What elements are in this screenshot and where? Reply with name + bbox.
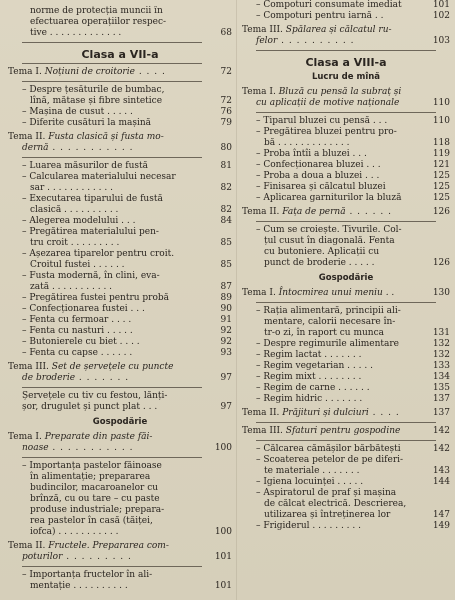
toc-item-continuation (8, 260, 232, 271)
toc-item-text: Șervețele cu tiv cu festou, lănți- (22, 391, 168, 401)
page-number: 131 (432, 328, 450, 338)
toc-item-text: – Mașina de cusut . . . . . (22, 107, 133, 117)
theme-title: Set de șervețele cu puncte (51, 362, 174, 372)
theme-title: noase (22, 443, 49, 453)
page-number: 149 (432, 521, 450, 531)
toc-theme-entry (242, 207, 450, 218)
toc-item-continuation (242, 247, 450, 258)
toc-item (242, 160, 450, 171)
rule-divider (256, 302, 436, 303)
page-number: 103 (432, 36, 450, 46)
page-number: 133 (432, 361, 450, 371)
toc-item-continuation (8, 505, 232, 516)
toc-theme-entry (8, 373, 232, 384)
theme-title: Bluză cu pensă la subraț și (278, 87, 402, 97)
toc-item-text: – Diferite cusături la mașină (22, 118, 152, 128)
page-number: 135 (432, 383, 450, 393)
toc-theme-entry (8, 362, 232, 373)
toc-item-text: – Fenta cu capse . . . . . . (22, 348, 133, 358)
page-number: 110 (432, 116, 450, 126)
page-number: 93 (220, 348, 232, 358)
toc-item (8, 293, 232, 304)
toc-item (8, 315, 232, 326)
toc-item-text: sar . . . . . . . . . . . . (30, 183, 113, 193)
page-number: 126 (432, 207, 450, 217)
theme-title: Sfaturi pentru gospodine (285, 426, 401, 436)
page-number: 121 (432, 160, 450, 170)
toc-item-text: – Tiparul bluzei cu pensă . . . (256, 116, 388, 126)
page-number: 85 (220, 238, 232, 248)
page-number: 143 (432, 466, 450, 476)
class-heading: Clasa a VIII-a (305, 56, 387, 69)
toc-item-text: – Regim hidric . . . . . . . (256, 394, 363, 404)
toc-item-text: – Fenta cu nasturi . . . . . (22, 326, 133, 336)
page-number: 102 (432, 11, 450, 21)
toc-theme-entry (242, 98, 450, 109)
toc-item (242, 149, 450, 160)
leader-dots: . . . . . . . . . . (277, 36, 355, 46)
toc-theme-entry (8, 143, 232, 154)
toc-item-text: – Aplicarea garniturilor la bluză (256, 193, 402, 203)
page-number: 125 (432, 171, 450, 181)
toc-item-text: în alimentație; prepararea (30, 472, 151, 482)
toc-item-text: bă . . . . . . . . . . . . . (264, 138, 350, 148)
theme-title: poturilor (22, 552, 63, 562)
toc-item-text: produse industriale; prepara- (30, 505, 165, 515)
toc-item (242, 0, 450, 11)
theme-label: Tema II. (8, 541, 46, 551)
rule-divider (256, 440, 436, 441)
toc-item (242, 306, 450, 317)
toc-item (8, 227, 232, 238)
page-number: 92 (220, 337, 232, 347)
toc-item-text: șor, drugulet și punct plat . . . (22, 402, 158, 412)
section-heading: Lucru de mînă (311, 72, 381, 82)
toc-item-text: efectuarea operațiilor respec- (30, 17, 167, 27)
toc-item-text: iofca) . . . . . . . . . . . (30, 527, 119, 537)
toc-item (242, 11, 450, 22)
theme-title: Noțiuni de croitorie (44, 67, 135, 77)
toc-item-text: – Alegerea modelului . . . (22, 216, 136, 226)
leader-dots: . . . . . . . . . (62, 552, 132, 562)
rule-divider (22, 42, 202, 43)
toc-item-continuation (242, 258, 450, 269)
toc-item-text: – Butonierele cu biet . . . . (22, 337, 140, 347)
toc-item-continuation (242, 499, 450, 510)
theme-title: Prăjituri și dulciuri (282, 408, 369, 418)
toc-item-text: – Frigiderul . . . . . . . . . (256, 521, 361, 531)
toc-item (8, 249, 232, 260)
toc-item (8, 304, 232, 315)
toc-item-text: – Regim de carne . . . . . . (256, 383, 370, 393)
toc-item-text: utilizarea și întreținerea lor (264, 510, 391, 520)
toc-item-text: budincilor, macaroanelor cu (30, 483, 159, 493)
theme-label: Tema I. (8, 432, 42, 442)
leader-dots: . . . . . . . . . . . (48, 143, 134, 153)
page-number: 101 (214, 552, 232, 562)
toc-item (8, 216, 232, 227)
toc-item-continuation (242, 317, 450, 328)
theme-title: Preparate din paste făi- (44, 432, 153, 442)
toc-item-text: – Confecționarea fustei . . . (22, 304, 145, 314)
rule-divider (256, 221, 436, 222)
page-number: 134 (432, 372, 450, 382)
toc-item-text: – Călcarea cămășilor bărbătești (256, 444, 401, 454)
toc-item (8, 161, 232, 172)
toc-item (242, 444, 450, 455)
toc-theme-entry (8, 552, 232, 563)
page-number: 72 (220, 96, 232, 106)
rule-divider (256, 422, 436, 423)
page-number: 118 (432, 138, 450, 148)
toc-item-continuation (8, 238, 232, 249)
toc-item-text: – Igiena locuinței . . . . . (256, 477, 364, 487)
theme-title: Fructele. Prepararea com- (48, 541, 169, 551)
theme-title: dernă (22, 143, 49, 153)
left-column (8, 6, 232, 592)
toc-item-text: – Compoturi consumate imediat (256, 0, 402, 10)
page-number: 142 (432, 426, 450, 436)
page-number: 97 (220, 402, 232, 412)
theme-title: Fața de pernă (282, 207, 346, 217)
toc-item (242, 182, 450, 193)
toc-item-continuation (8, 28, 232, 39)
section-heading: Gospodărie (92, 417, 148, 427)
toc-item-text: – Proba întîi a bluzei . . . (256, 149, 367, 159)
page-number: 91 (220, 315, 232, 325)
theme-title: cu aplicații de motive naționale (256, 98, 400, 108)
page-number: 125 (432, 193, 450, 203)
theme-label: Tema I. (242, 288, 276, 298)
toc-item-text: – Aspiratorul de praf și mașina (256, 488, 397, 498)
toc-item (242, 339, 450, 350)
toc-item (242, 372, 450, 383)
toc-item-text: – Rația alimentară, principii ali- (256, 306, 401, 316)
theme-label: Tema III. (242, 25, 283, 35)
page-number: 85 (220, 260, 232, 270)
leader-dots: . . . . (134, 67, 166, 77)
toc-theme-entry (8, 132, 232, 143)
rule-divider (256, 112, 436, 113)
toc-item-continuation (242, 510, 450, 521)
toc-item (242, 477, 450, 488)
rule-divider (22, 457, 202, 458)
rule-divider (22, 81, 202, 82)
page-number: 126 (432, 258, 450, 268)
toc-item-text: norme de protecția muncii în (30, 6, 163, 16)
toc-item-text: tive . . . . . . . . . . . . . (30, 28, 122, 38)
toc-theme-entry (242, 426, 450, 437)
toc-item-text: cu butoniere. Aplicații cu (264, 247, 380, 257)
page-number: 137 (432, 394, 450, 404)
toc-item-continuation (8, 391, 232, 402)
page-number: 97 (220, 373, 232, 383)
toc-item-text: lînă, mătase și fibre sintetice (30, 96, 163, 106)
toc-item-text: – Despre țesăturile de bumbac, (22, 85, 165, 95)
page-number: 101 (432, 0, 450, 10)
page-number: 137 (432, 408, 450, 418)
toc-item-continuation (242, 466, 450, 477)
toc-item-continuation (8, 581, 232, 592)
theme-label: Tema II. (242, 408, 280, 418)
page-number: 100 (214, 527, 232, 537)
toc-item-text: de călcat electrică. Descrierea, (264, 499, 407, 509)
toc-item-text: te materiale . . . . . . . (264, 466, 360, 476)
toc-item-text: – Fenta cu fermoar . . . . (22, 315, 132, 325)
toc-theme-entry (242, 87, 450, 98)
page-number: 80 (220, 143, 232, 153)
toc-item (242, 394, 450, 405)
page-number: 132 (432, 339, 450, 349)
toc-item-text: – Regim mixt . . . . . . . . (256, 372, 362, 382)
right-column (242, 0, 450, 532)
toc-item-continuation (8, 483, 232, 494)
toc-item (242, 488, 450, 499)
toc-item-continuation (8, 96, 232, 107)
toc-theme-entry (242, 288, 450, 299)
toc-item-text: – Regim lactat . . . . . . . (256, 350, 362, 360)
toc-item (8, 172, 232, 183)
toc-item-continuation (8, 183, 232, 194)
toc-item-text: – Așezarea tiparelor pentru croit. (22, 249, 175, 259)
page-number: 132 (432, 350, 450, 360)
toc-item (242, 193, 450, 204)
toc-item-continuation (8, 494, 232, 505)
toc-item-continuation (8, 17, 232, 28)
theme-label: Tema III. (8, 362, 49, 372)
toc-item-text: – Cum se croiește. Tivurile. Col- (256, 225, 402, 235)
page-number: 87 (220, 282, 232, 292)
theme-title: Spălarea și călcatul ru- (285, 25, 392, 35)
page-number: 147 (432, 510, 450, 520)
theme-label: Tema I. (242, 87, 276, 97)
rule-divider (22, 566, 202, 567)
toc-item (8, 271, 232, 282)
toc-item-text: – Compoturi pentru iarnă . . (256, 11, 384, 21)
toc-item (8, 570, 232, 581)
theme-label: Tema II. (8, 132, 46, 142)
page-number: 142 (432, 444, 450, 454)
toc-item-continuation (242, 236, 450, 247)
page-number: 84 (220, 216, 232, 226)
page-number: 89 (220, 293, 232, 303)
rule-divider (256, 50, 436, 51)
toc-item (242, 383, 450, 394)
theme-label: Tema II. (242, 207, 280, 217)
toc-item-text: – Fusta modernă, în clini, eva- (22, 271, 160, 281)
toc-item (8, 337, 232, 348)
toc-item-continuation (8, 205, 232, 216)
page-number: 100 (214, 443, 232, 453)
toc-item (242, 455, 450, 466)
rule-divider (22, 63, 202, 64)
toc-item (242, 127, 450, 138)
theme-label: Tema I. (8, 67, 42, 77)
toc-item (8, 348, 232, 359)
theme-title: felor (256, 36, 278, 46)
page-number: 144 (432, 477, 450, 487)
page-number: 82 (220, 205, 232, 215)
toc-item-continuation (8, 472, 232, 483)
toc-item-continuation (8, 527, 232, 538)
class-heading: Clasa a VII-a (81, 48, 159, 61)
toc-item-text: – Finisarea și călcatul bluzei (256, 182, 386, 192)
toc-theme-entry (8, 67, 232, 78)
toc-item-text: – Executarea tiparului de fustă (22, 194, 163, 204)
toc-theme-entry (8, 432, 232, 443)
page-number: 130 (432, 288, 450, 298)
page-number: 68 (220, 28, 232, 38)
page-number: 90 (220, 304, 232, 314)
leader-dots: . . . . . . . . . . . (48, 443, 134, 453)
toc-item (242, 171, 450, 182)
toc-item-text: clasică . . . . . . . . . . (30, 205, 119, 215)
toc-item (8, 326, 232, 337)
toc-item-text: – Scoaterea petelor de pe diferi- (256, 455, 404, 465)
toc-item-text: – Luarea măsurilor de fustă (22, 161, 148, 171)
leader-dots: . . . . (368, 408, 400, 418)
rule-divider (22, 157, 202, 158)
toc-item (242, 350, 450, 361)
toc-item-continuation (8, 402, 232, 413)
toc-item-text: tr-o zi, în raport cu munca (264, 328, 384, 338)
toc-item-text: – Pregătirea fustei pentru probă (22, 293, 170, 303)
toc-theme-entry (242, 25, 450, 36)
page-number: 72 (220, 67, 232, 77)
toc-item-text: rea pastelor în casă (tăiței, (30, 516, 153, 526)
toc-item (8, 194, 232, 205)
toc-item (8, 85, 232, 96)
toc-item (242, 225, 450, 236)
toc-item-text: – Regim vegetarian . . . . . (256, 361, 373, 371)
toc-theme-entry (242, 36, 450, 47)
page-number: 76 (220, 107, 232, 117)
toc-item-text: punct de broderie . . . . . (264, 258, 375, 268)
toc-item-text: – Calcularea materialului necesar (22, 172, 176, 182)
toc-item-text: – Importanța fructelor în ali- (22, 570, 153, 580)
toc-item (8, 107, 232, 118)
toc-item-continuation (242, 328, 450, 339)
page-number: 101 (214, 581, 232, 591)
toc-item-text: Croitul fustei . . . . . . (30, 260, 125, 270)
page-number: 92 (220, 326, 232, 336)
toc-item (242, 116, 450, 127)
toc-item-text: tru croit . . . . . . . . . (30, 238, 120, 248)
toc-theme-entry (8, 443, 232, 454)
toc-item-text: – Proba a doua a bluzei . . . (256, 171, 380, 181)
toc-item-continuation (8, 282, 232, 293)
theme-title: de broderie (22, 373, 76, 383)
toc-theme-entry (8, 541, 232, 552)
toc-item (242, 521, 450, 532)
toc-item-text: – Despre regimurile alimentare (256, 339, 400, 349)
toc-item-text: țul cusut în diagonală. Fenta (264, 236, 395, 246)
toc-item-text: mentație . . . . . . . . . . (30, 581, 128, 591)
page-number: 82 (220, 183, 232, 193)
theme-title: Întocmirea unui meniu . . (278, 288, 395, 298)
toc-item (242, 361, 450, 372)
leader-dots: . . . . . . (345, 207, 392, 217)
section-heading: Gospodărie (318, 273, 374, 283)
column-divider (236, 0, 237, 600)
page-number: 81 (220, 161, 232, 171)
toc-item-continuation (8, 516, 232, 527)
toc-item-text: – Confecționarea bluzei . . . (256, 160, 381, 170)
page-number: 119 (432, 149, 450, 159)
rule-divider (22, 387, 202, 388)
toc-item-text: brînză, cu ou tare – cu paste (30, 494, 160, 504)
page-number: 79 (220, 118, 232, 128)
page-number: 110 (432, 98, 450, 108)
toc-item-text: zată . . . . . . . . . . . (30, 282, 113, 292)
theme-title: Fusta clasică și fusta mo- (48, 132, 164, 142)
theme-label: Tema III. (242, 426, 283, 436)
toc-theme-entry (242, 408, 450, 419)
toc-item-text: mentare, calorii necesare în- (264, 317, 396, 327)
page-number: 125 (432, 182, 450, 192)
toc-item (8, 461, 232, 472)
toc-item-continuation (8, 6, 232, 17)
leader-dots: . . . . . . . (75, 373, 130, 383)
toc-item-continuation (242, 138, 450, 149)
toc-item-text: – Importanța pastelor făinoase (22, 461, 162, 471)
toc-item-text: – Pregătirea bluzei pentru pro- (256, 127, 397, 137)
toc-item (8, 118, 232, 129)
toc-item-text: – Pregătirea materialului pen- (22, 227, 159, 237)
